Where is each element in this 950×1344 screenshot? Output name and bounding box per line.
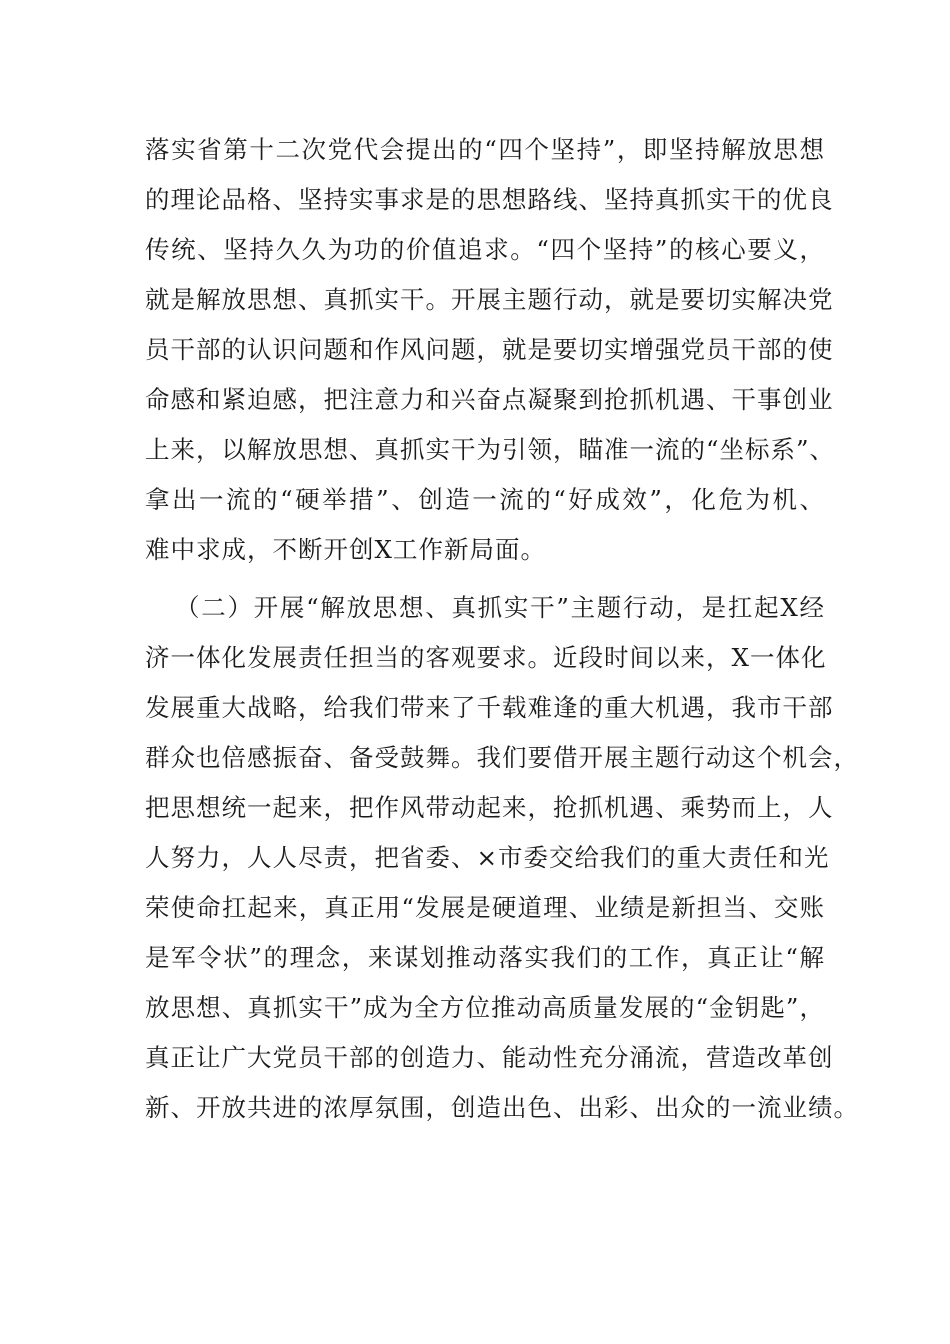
text-line: 新、开放共进的浓厚氛围，创造出色、出彩、出众的一流业绩。: [145, 1093, 859, 1122]
text-line: 真正让广大党员干部的创造力、能动性充分涌流，营造改革创: [145, 1043, 834, 1072]
section-heading-line: （二）开展“解放思想、真抓实干”主题行动，是扛起X经: [175, 593, 825, 622]
text-line: 群众也倍感振奋、备受鼓舞。我们要借开展主题行动这个机会，: [145, 743, 859, 772]
text-line: 拿出一流的“硬举措”、创造一流的“好成效”，化危为机、: [145, 485, 825, 514]
text-line: 把思想统一起来，把作风带动起来，抢抓机遇、乘势而上，人: [145, 793, 834, 822]
text-line: 就是解放思想、真抓实干。开展主题行动，就是要切实解决党: [145, 285, 834, 314]
text-line: 难中求成，不断开创X工作新局面。: [145, 535, 546, 564]
text-line: 济一体化发展责任担当的客观要求。近段时间以来，X一体化: [145, 643, 827, 672]
text-line: 上来，以解放思想、真抓实干为引领，瞄准一流的“坐标系”、: [145, 435, 836, 464]
text-line: 落实省第十二次党代会提出的“四个坚持”，即坚持解放思想: [145, 135, 825, 164]
text-line: 放思想、真抓实干”成为全方位推动高质量发展的“金钥匙”，: [145, 993, 825, 1022]
text-line: 荣使命扛起来，真正用“发展是硬道理、业绩是新担当、交账: [145, 893, 825, 922]
text-line: 发展重大战略，给我们带来了千载难逢的重大机遇，我市干部: [145, 693, 834, 722]
text-line: 人努力，人人尽责，把省委、×市委交给我们的重大责任和光: [145, 843, 830, 872]
text-line: 传统、坚持久久为功的价值追求。“四个坚持”的核心要义，: [145, 235, 825, 264]
text-line: 命感和紧迫感，把注意力和兴奋点凝聚到抢抓机遇、干事创业: [145, 385, 834, 414]
text-line: 员干部的认识问题和作风问题，就是要切实增强党员干部的使: [145, 335, 834, 364]
text-line: 的理论品格、坚持实事求是的思想路线、坚持真抓实干的优良: [145, 185, 834, 214]
text-line: 是军令状”的理念，来谋划推动落实我们的工作，真正让“解: [145, 943, 825, 972]
